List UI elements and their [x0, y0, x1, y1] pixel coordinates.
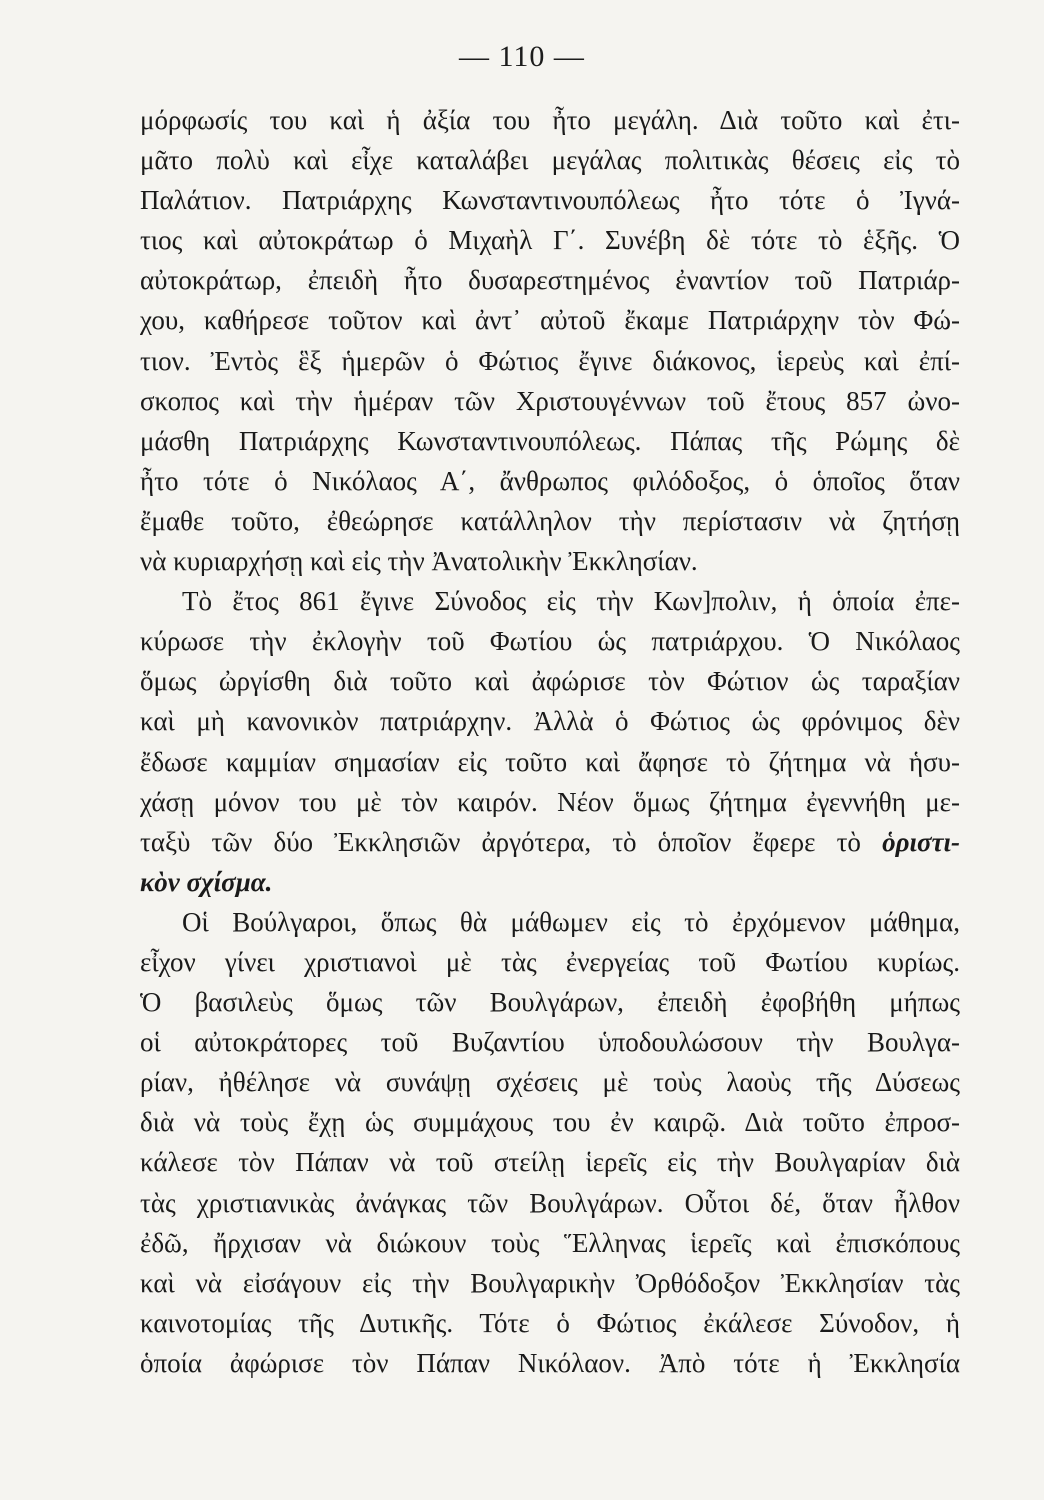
- paragraph-start-line: Τὸ ἔτος 861 ἔγινε Σύνοδος εἰς τὴν Κων]πολιν, ἡ ὁποία ἐπε-: [182, 586, 960, 617]
- emphasized-term-continuation: κὸν σχίσμα.: [140, 866, 273, 897]
- text-line: μᾶτο πολὺ καὶ εἶχε καταλάβει μεγάλας πολιτικὰς θέσεις εἰς τὸ: [140, 145, 960, 176]
- emphasized-term: ὁριστι-: [882, 826, 960, 857]
- text-line: ἦτο τότε ὁ Νικόλαος Α΄, ἄνθρωπος φιλόδοξος, ὁ ὁποῖος ὅταν: [140, 465, 960, 496]
- text-line: καὶ νὰ εἰσάγουν εἰς τὴν Βουλγαρικὴν Ὀρθόδοξον Ἐκκλησίαν τὰς: [140, 1267, 960, 1298]
- text-line: διὰ νὰ τοὺς ἔχῃ ὡς συμμάχους του ἐν καιρῷ. Διὰ τοῦτο ἐπροσ-: [140, 1107, 960, 1138]
- paragraph-start-line: Οἱ Βούλγαροι, ὅπως θὰ μάθωμεν εἰς τὸ ἐρχόμενον μάθημα,: [182, 906, 960, 937]
- text-line: ρίαν, ἠθέλησε νὰ συνάψῃ σχέσεις μὲ τοὺς λαοὺς τῆς Δύσεως: [140, 1067, 960, 1098]
- text-line: νὰ κυριαρχήσῃ καὶ εἰς τὴν Ἀνατολικὴν Ἐκκλησίαν.: [140, 546, 698, 577]
- text-line: χάσῃ μόνον του μὲ τὸν καιρόν. Νέον ὅμως ζήτημα ἐγεννήθη με-: [140, 786, 960, 817]
- text-line: Ὁ βασιλεὺς ὅμως τῶν Βουλγάρων, ἐπειδὴ ἐφοβήθη μήπως: [140, 987, 960, 1018]
- text-line-with-emphasis: [140, 822, 960, 862]
- text-line: ὅμως ὠργίσθη διὰ τοῦτο καὶ ἀφώρισε τὸν Φώτιον ὡς ταραξίαν: [140, 666, 960, 697]
- body-text: [140, 100, 960, 1383]
- text-line: χου, καθήρεσε τοῦτον καὶ ἀντ᾽ αὐτοῦ ἔκαμε Πατριάρχην τὸν Φώ-: [140, 305, 960, 336]
- text-line: καινοτομίας τῆς Δυτικῆς. Τότε ὁ Φώτιος ἐκάλεσε Σύνοδον, ἡ: [140, 1307, 960, 1338]
- text-line: τιον. Ἐντὸς ἓξ ἡμερῶν ὁ Φώτιος ἔγινε διάκονος, ἱερεὺς καὶ ἐπί-: [140, 345, 960, 376]
- text-line: καὶ μὴ κανονικὸν πατριάρχην. Ἀλλὰ ὁ Φώτιος ὡς φρόνιμος δὲν: [140, 706, 960, 737]
- text-line: κύρωσε τὴν ἐκλογὴν τοῦ Φωτίου ὡς πατριάρχου. Ὁ Νικόλαος: [140, 626, 960, 657]
- text-line: σκοπος καὶ τὴν ἡμέραν τῶν Χριστουγέννων τοῦ ἔτους 857 ὠνο-: [140, 385, 960, 416]
- text-line: τὰς χριστιανικὰς ἀνάγκας τῶν Βουλγάρων. Οὗτοι δέ, ὅταν ἦλθον: [140, 1187, 960, 1218]
- text-line: τιος καὶ αὐτοκράτωρ ὁ Μιχαὴλ Γ΄. Συνέβη δὲ τότε τὸ ἑξῆς. Ὁ: [140, 225, 960, 256]
- text-line: αὐτοκράτωρ, ἐπειδὴ ἦτο δυσαρεστημένος ἐναντίον τοῦ Πατριάρ-: [140, 265, 960, 296]
- text-segment: ταξὺ τῶν δύο Ἐκκλησιῶν ἀργότερα, τὸ ὁποῖον ἔφερε τὸ: [140, 826, 861, 857]
- text-line: κάλεσε τὸν Πάπαν νὰ τοῦ στείλῃ ἱερεῖς εἰς τὴν Βουλγαρίαν διὰ: [140, 1147, 960, 1178]
- page-number: — 110 —: [459, 40, 585, 73]
- text-line: μόρφωσίς του καὶ ἡ ἀξία του ἦτο μεγάλη. Διὰ τοῦτο καὶ ἐτι-: [140, 105, 960, 135]
- text-line: ἐδῶ, ἤρχισαν νὰ διώκουν τοὺς Ἕλληνας ἱερεῖς καὶ ἐπισκόπους: [140, 1227, 960, 1258]
- text-line: οἱ αὐτοκράτορες τοῦ Βυζαντίου ὑποδουλώσουν τὴν Βουλγα-: [140, 1027, 960, 1058]
- text-line: ἔδωσε καμμίαν σημασίαν εἰς τοῦτο καὶ ἄφησε τὸ ζήτημα νὰ ἡσυ-: [140, 746, 960, 777]
- text-line: Παλάτιον. Πατριάρχης Κωνσταντινουπόλεως ἦτο τότε ὁ Ἰγνά-: [140, 185, 960, 216]
- text-line: εἶχον γίνει χριστιανοὶ μὲ τὰς ἐνεργείας τοῦ Φωτίου κυρίως.: [140, 946, 960, 977]
- text-line: μάσθη Πατριάρχης Κωνσταντινουπόλεως. Πάπας τῆς Ρώμης δὲ: [140, 425, 960, 456]
- text-line: ἔμαθε τοῦτο, ἐθεώρησε κατάλληλον τὴν περίστασιν νὰ ζητήσῃ: [140, 505, 960, 536]
- text-line: ὁποία ἀφώρισε τὸν Πάπαν Νικόλαον. Ἀπὸ τότε ἡ Ἐκκλησία: [140, 1347, 960, 1378]
